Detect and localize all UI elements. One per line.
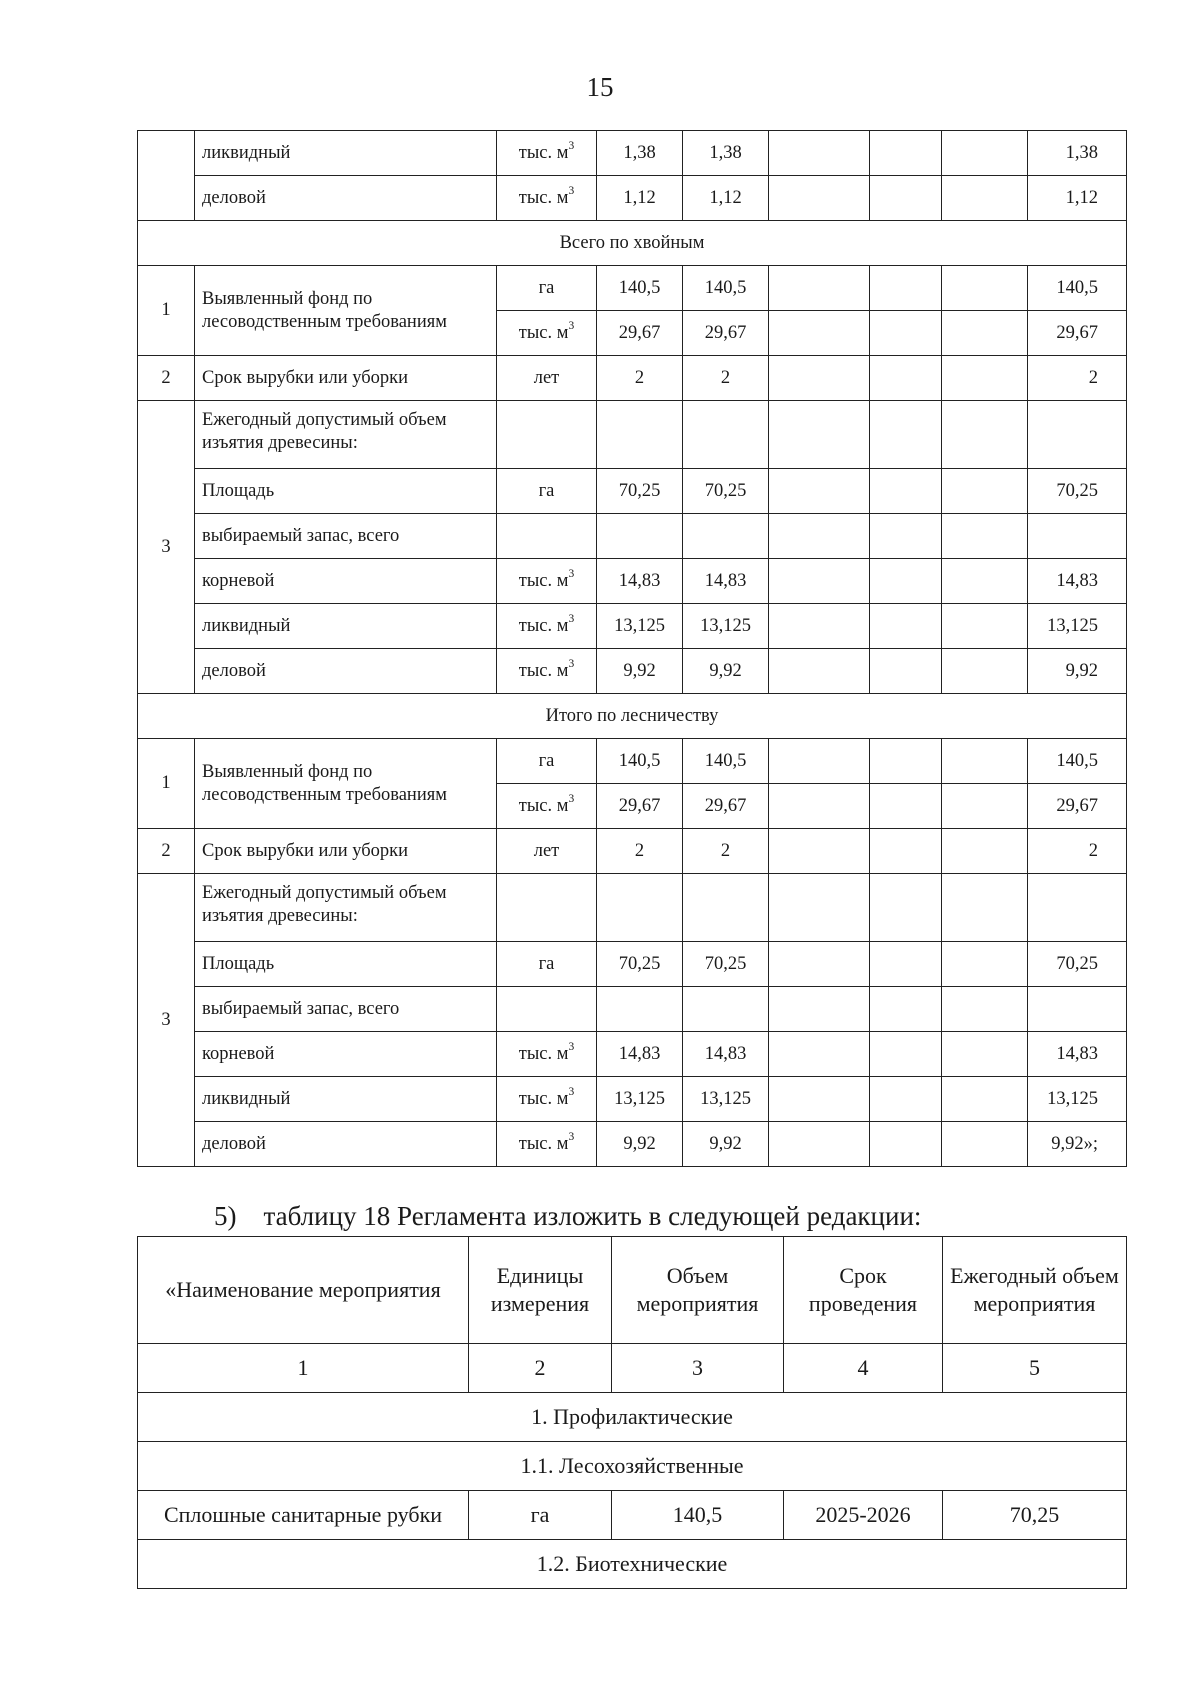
empty-cell	[769, 649, 870, 694]
row-label: деловой	[195, 649, 497, 694]
table-row	[138, 514, 1127, 559]
subsection-label: 1.1. Лесохозяйственные	[138, 1442, 1127, 1491]
subsection-row	[138, 1442, 1127, 1491]
row-label: Площадь	[195, 942, 497, 987]
value-cell: 13,125	[597, 1077, 683, 1122]
total-cell: 140,5	[1028, 266, 1127, 311]
empty-cell	[870, 1077, 942, 1122]
empty-cell	[769, 356, 870, 401]
empty-cell	[769, 1077, 870, 1122]
table-row	[138, 1122, 1127, 1167]
value-cell: 140,5	[683, 739, 769, 784]
table-header-row	[138, 1237, 1127, 1344]
empty-cell	[942, 469, 1028, 514]
value-cell: 29,67	[597, 311, 683, 356]
empty-cell	[769, 739, 870, 784]
table-row	[138, 469, 1127, 514]
section-heading: 5) таблицу 18 Регламента изложить в следующей редакции:	[214, 1201, 922, 1231]
empty-cell	[870, 942, 942, 987]
empty-cell	[769, 874, 870, 942]
row-label: ликвидный	[195, 1077, 497, 1122]
table-row	[138, 829, 1127, 874]
unit-cell: тыс. $м^3$	[497, 1077, 597, 1122]
subsection-label: 1.2. Биотехнические	[138, 1540, 1127, 1589]
total-cell: 70,25	[1028, 469, 1127, 514]
table-row	[138, 987, 1127, 1032]
unit-cell: тыс. $м^3$	[497, 559, 597, 604]
measure-annual: 70,25	[943, 1491, 1127, 1540]
subsection-row	[138, 1540, 1127, 1589]
empty-cell	[942, 514, 1028, 559]
total-cell: 2	[1028, 356, 1127, 401]
unit-cell: тыс. $м^3$	[497, 1122, 597, 1167]
section-label: Итого по лесничеству	[138, 694, 1127, 739]
empty-cell	[870, 1032, 942, 1077]
value-cell: 1,12	[683, 176, 769, 221]
empty-cell	[769, 266, 870, 311]
row-label: Выявленный фонд по лесоводственным требованиям	[195, 266, 497, 356]
table-row	[138, 356, 1127, 401]
value-cell: 9,92	[597, 1122, 683, 1167]
empty-cell	[683, 514, 769, 559]
empty-cell	[497, 987, 597, 1032]
table-row	[138, 874, 1127, 942]
value-cell: 70,25	[683, 469, 769, 514]
section-label: 1. Профилактические	[138, 1393, 1127, 1442]
empty-cell	[942, 1032, 1028, 1077]
empty-cell	[942, 266, 1028, 311]
measure-period: 2025-2026	[784, 1491, 943, 1540]
row-label: Срок вырубки или уборки	[195, 829, 497, 874]
empty-cell	[497, 874, 597, 942]
row-number: 2	[138, 829, 195, 874]
total-cell: 29,67	[1028, 311, 1127, 356]
empty-cell	[1028, 874, 1127, 942]
table-row	[138, 559, 1127, 604]
value-cell: 13,125	[683, 1077, 769, 1122]
row-number: 3	[138, 874, 195, 1167]
empty-cell	[942, 829, 1028, 874]
unit-cell: тыс. $м^3$	[497, 176, 597, 221]
empty-cell	[870, 356, 942, 401]
empty-cell	[769, 604, 870, 649]
empty-cell	[769, 1122, 870, 1167]
value-cell: 9,92	[597, 649, 683, 694]
empty-cell	[769, 784, 870, 829]
empty-cell	[942, 604, 1028, 649]
empty-cell	[769, 987, 870, 1032]
total-cell: 29,67	[1028, 784, 1127, 829]
unit-cell: га	[497, 942, 597, 987]
empty-cell	[870, 266, 942, 311]
row-number: 1	[138, 266, 195, 356]
row-label: выбираемый запас, всего	[195, 987, 497, 1032]
row-number: 1	[138, 739, 195, 829]
total-cell: 14,83	[1028, 1032, 1127, 1077]
section-row	[138, 1393, 1127, 1442]
value-cell: 14,83	[683, 1032, 769, 1077]
empty-cell	[683, 401, 769, 469]
empty-cell	[870, 649, 942, 694]
column-number: 3	[612, 1344, 784, 1393]
unit-cell: лет	[497, 356, 597, 401]
table-row	[138, 942, 1127, 987]
measure-name: Сплошные санитарные рубки	[138, 1491, 469, 1540]
empty-cell	[870, 604, 942, 649]
empty-cell	[870, 311, 942, 356]
unit-cell: тыс. $м^3$	[497, 649, 597, 694]
header-cell: Единицы измерения	[469, 1237, 612, 1344]
empty-cell	[138, 176, 195, 221]
row-label: корневой	[195, 1032, 497, 1077]
unit-cell: га	[497, 469, 597, 514]
header-cell: Срок проведения	[784, 1237, 943, 1344]
value-cell: 1,12	[597, 176, 683, 221]
row-label: ликвидный	[195, 131, 497, 176]
empty-cell	[138, 131, 195, 176]
table-row	[138, 604, 1127, 649]
value-cell: 14,83	[597, 559, 683, 604]
empty-cell	[597, 401, 683, 469]
empty-cell	[597, 874, 683, 942]
empty-cell	[683, 987, 769, 1032]
empty-cell	[942, 874, 1028, 942]
empty-cell	[769, 829, 870, 874]
empty-cell	[942, 649, 1028, 694]
column-number: 4	[784, 1344, 943, 1393]
value-cell: 70,25	[683, 942, 769, 987]
empty-cell	[942, 131, 1028, 176]
value-cell: 14,83	[683, 559, 769, 604]
unit-cell: тыс. $м^3$	[497, 604, 597, 649]
table-row	[138, 176, 1127, 221]
page-number: 15	[586, 72, 614, 102]
empty-cell	[942, 311, 1028, 356]
unit-cell: га	[497, 266, 597, 311]
empty-cell	[597, 514, 683, 559]
total-cell: 1,12	[1028, 176, 1127, 221]
measures-table	[137, 1236, 1127, 1589]
forest-volume-table	[137, 130, 1127, 1167]
value-cell: 29,67	[683, 311, 769, 356]
value-cell: 2	[683, 829, 769, 874]
total-cell: 14,83	[1028, 559, 1127, 604]
empty-cell	[942, 784, 1028, 829]
value-cell: 1,38	[683, 131, 769, 176]
column-number-row	[138, 1344, 1127, 1393]
empty-cell	[769, 131, 870, 176]
section-row	[138, 694, 1127, 739]
empty-cell	[942, 739, 1028, 784]
empty-cell	[497, 514, 597, 559]
value-cell: 2	[683, 356, 769, 401]
table-row	[138, 1077, 1127, 1122]
empty-cell	[769, 469, 870, 514]
value-cell: 70,25	[597, 942, 683, 987]
value-cell: 140,5	[683, 266, 769, 311]
empty-cell	[870, 784, 942, 829]
empty-cell	[870, 829, 942, 874]
value-cell: 2	[597, 829, 683, 874]
empty-cell	[769, 559, 870, 604]
empty-cell	[1028, 987, 1127, 1032]
value-cell: 2	[597, 356, 683, 401]
table-row	[138, 739, 1127, 784]
row-label: Площадь	[195, 469, 497, 514]
empty-cell	[942, 401, 1028, 469]
empty-cell	[870, 559, 942, 604]
row-label: Ежегодный допустимый объем изъятия древесины:	[195, 401, 497, 469]
section-label: Всего по хвойным	[138, 221, 1127, 266]
measure-volume: 140,5	[612, 1491, 784, 1540]
empty-cell	[870, 514, 942, 559]
empty-cell	[942, 1122, 1028, 1167]
empty-cell	[942, 176, 1028, 221]
column-number: 2	[469, 1344, 612, 1393]
empty-cell	[497, 401, 597, 469]
total-cell: 140,5	[1028, 739, 1127, 784]
empty-cell	[942, 987, 1028, 1032]
table-row	[138, 649, 1127, 694]
empty-cell	[769, 311, 870, 356]
empty-cell	[1028, 401, 1127, 469]
empty-cell	[942, 559, 1028, 604]
row-label: Срок вырубки или уборки	[195, 356, 497, 401]
empty-cell	[870, 739, 942, 784]
empty-cell	[870, 401, 942, 469]
empty-cell	[769, 942, 870, 987]
header-cell: Объем мероприятия	[612, 1237, 784, 1344]
row-label: корневой	[195, 559, 497, 604]
total-cell: 13,125	[1028, 604, 1127, 649]
empty-cell	[870, 874, 942, 942]
measure-unit: га	[469, 1491, 612, 1540]
table-row	[138, 401, 1127, 469]
value-cell: 70,25	[597, 469, 683, 514]
value-cell: 29,67	[683, 784, 769, 829]
empty-cell	[769, 514, 870, 559]
table-row	[138, 1491, 1127, 1540]
column-number: 1	[138, 1344, 469, 1393]
empty-cell	[870, 1122, 942, 1167]
unit-cell: тыс. $м^3$	[497, 784, 597, 829]
value-cell: 140,5	[597, 739, 683, 784]
row-label: выбираемый запас, всего	[195, 514, 497, 559]
row-number: 3	[138, 401, 195, 694]
empty-cell	[683, 874, 769, 942]
total-cell: 70,25	[1028, 942, 1127, 987]
total-cell: 9,92»;	[1028, 1122, 1127, 1167]
row-label: деловой	[195, 1122, 497, 1167]
value-cell: 9,92	[683, 649, 769, 694]
empty-cell	[870, 987, 942, 1032]
header-cell: Ежегодный объем мероприятия	[943, 1237, 1127, 1344]
total-cell: 2	[1028, 829, 1127, 874]
empty-cell	[769, 176, 870, 221]
value-cell: 14,83	[597, 1032, 683, 1077]
section-row	[138, 221, 1127, 266]
empty-cell	[870, 176, 942, 221]
total-cell: 9,92	[1028, 649, 1127, 694]
empty-cell	[870, 131, 942, 176]
empty-cell	[597, 987, 683, 1032]
total-cell: 1,38	[1028, 131, 1127, 176]
table-row	[138, 266, 1127, 311]
empty-cell	[769, 401, 870, 469]
table-row	[138, 1032, 1127, 1077]
empty-cell	[769, 1032, 870, 1077]
row-label: деловой	[195, 176, 497, 221]
row-label: ликвидный	[195, 604, 497, 649]
value-cell: 13,125	[597, 604, 683, 649]
value-cell: 1,38	[597, 131, 683, 176]
empty-cell	[870, 469, 942, 514]
empty-cell	[942, 1077, 1028, 1122]
empty-cell	[1028, 514, 1127, 559]
empty-cell	[942, 356, 1028, 401]
value-cell: 13,125	[683, 604, 769, 649]
unit-cell: тыс. $м^3$	[497, 311, 597, 356]
header-cell: «Наименование мероприятия	[138, 1237, 469, 1344]
value-cell: 140,5	[597, 266, 683, 311]
column-number: 5	[943, 1344, 1127, 1393]
unit-cell: лет	[497, 829, 597, 874]
value-cell: 9,92	[683, 1122, 769, 1167]
unit-cell: тыс. $м^3$	[497, 1032, 597, 1077]
empty-cell	[942, 942, 1028, 987]
row-label: Выявленный фонд по лесоводственным требованиям	[195, 739, 497, 829]
unit-cell: тыс. $м^3$	[497, 131, 597, 176]
total-cell: 13,125	[1028, 1077, 1127, 1122]
unit-cell: га	[497, 739, 597, 784]
table-row	[138, 131, 1127, 176]
row-number: 2	[138, 356, 195, 401]
row-label: Ежегодный допустимый объем изъятия древесины:	[195, 874, 497, 942]
value-cell: 29,67	[597, 784, 683, 829]
